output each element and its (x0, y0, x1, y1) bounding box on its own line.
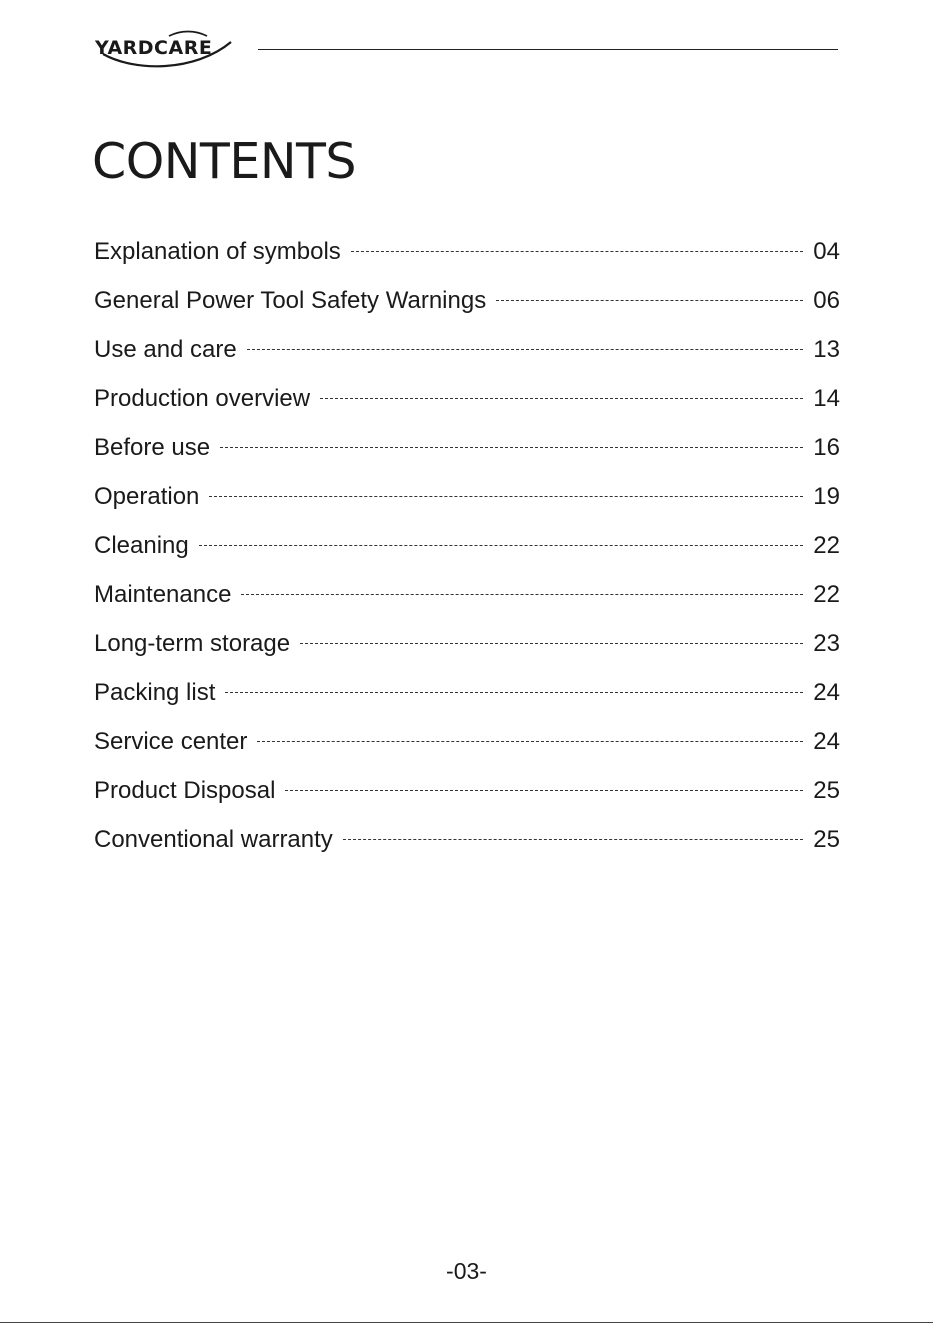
toc-entry-maintenance[interactable] (94, 581, 840, 630)
toc-dot-leader (285, 790, 803, 791)
toc-entry-label: Long-term storage (94, 630, 291, 657)
toc-dot-leader (241, 594, 803, 595)
toc-entry-label: Production overview (94, 385, 311, 412)
page-header (0, 0, 933, 90)
toc-entry-page: 16 (813, 434, 840, 461)
toc-entry-label: Before use (94, 434, 211, 461)
toc-entry-label: Maintenance (94, 581, 232, 608)
toc-dot-leader (300, 643, 803, 644)
toc-entry-packing-list[interactable] (94, 679, 840, 728)
toc-entry-label: Operation (94, 483, 200, 510)
toc-entry-page: 22 (813, 581, 840, 608)
toc-entry-label: Conventional warranty (94, 826, 333, 853)
toc-entry-production-overview[interactable] (94, 385, 840, 434)
toc-entry-conventional-warranty[interactable] (94, 826, 840, 875)
toc-entry-label: General Power Tool Safety Warnings (94, 287, 487, 314)
toc-dot-leader (247, 349, 804, 350)
logo-text: YARDCARE (95, 37, 213, 59)
header-divider (258, 49, 838, 50)
toc-entry-page: 04 (813, 238, 840, 265)
toc-entry-label: Packing list (94, 679, 216, 706)
toc-dot-leader (343, 839, 804, 840)
page-title: CONTENTS (92, 133, 357, 190)
toc-dot-leader (320, 398, 803, 399)
toc-entry-label: Product Disposal (94, 777, 276, 804)
toc-dot-leader (257, 741, 803, 742)
bottom-divider (0, 1322, 933, 1323)
toc-entry-page: 25 (813, 777, 840, 804)
toc-entry-label: Explanation of symbols (94, 238, 341, 265)
toc-entry-page: 24 (813, 679, 840, 706)
toc-dot-leader (199, 545, 804, 546)
toc-entry-page: 22 (813, 532, 840, 559)
toc-entry-use-and-care[interactable] (94, 336, 840, 385)
toc-entry-page: 24 (813, 728, 840, 755)
toc-dot-leader (225, 692, 803, 693)
toc-dot-leader (209, 496, 803, 497)
toc-entry-label: Service center (94, 728, 248, 755)
toc-entry-cleaning[interactable] (94, 532, 840, 581)
toc-entry-product-disposal[interactable] (94, 777, 840, 826)
toc-entry-long-term-storage[interactable] (94, 630, 840, 679)
toc-entry-page: 14 (813, 385, 840, 412)
toc-entry-explanation-of-symbols[interactable] (94, 238, 840, 287)
toc-dot-leader (351, 251, 804, 252)
toc-dot-leader (496, 300, 803, 301)
toc-dot-leader (220, 447, 803, 448)
toc-entry-operation[interactable] (94, 483, 840, 532)
table-of-contents (94, 238, 840, 875)
toc-entry-before-use[interactable] (94, 434, 840, 483)
toc-entry-page: 13 (813, 336, 840, 363)
toc-entry-service-center[interactable] (94, 728, 840, 777)
yardcare-logo (95, 28, 235, 72)
toc-entry-label: Cleaning (94, 532, 189, 559)
page-number: -03- (446, 1258, 487, 1284)
toc-entry-page: 25 (813, 826, 840, 853)
toc-entry-label: Use and care (94, 336, 237, 363)
toc-entry-page: 06 (813, 287, 840, 314)
toc-entry-general-power-tool-safety-warnings[interactable] (94, 287, 840, 336)
toc-entry-page: 23 (813, 630, 840, 657)
toc-entry-page: 19 (813, 483, 840, 510)
